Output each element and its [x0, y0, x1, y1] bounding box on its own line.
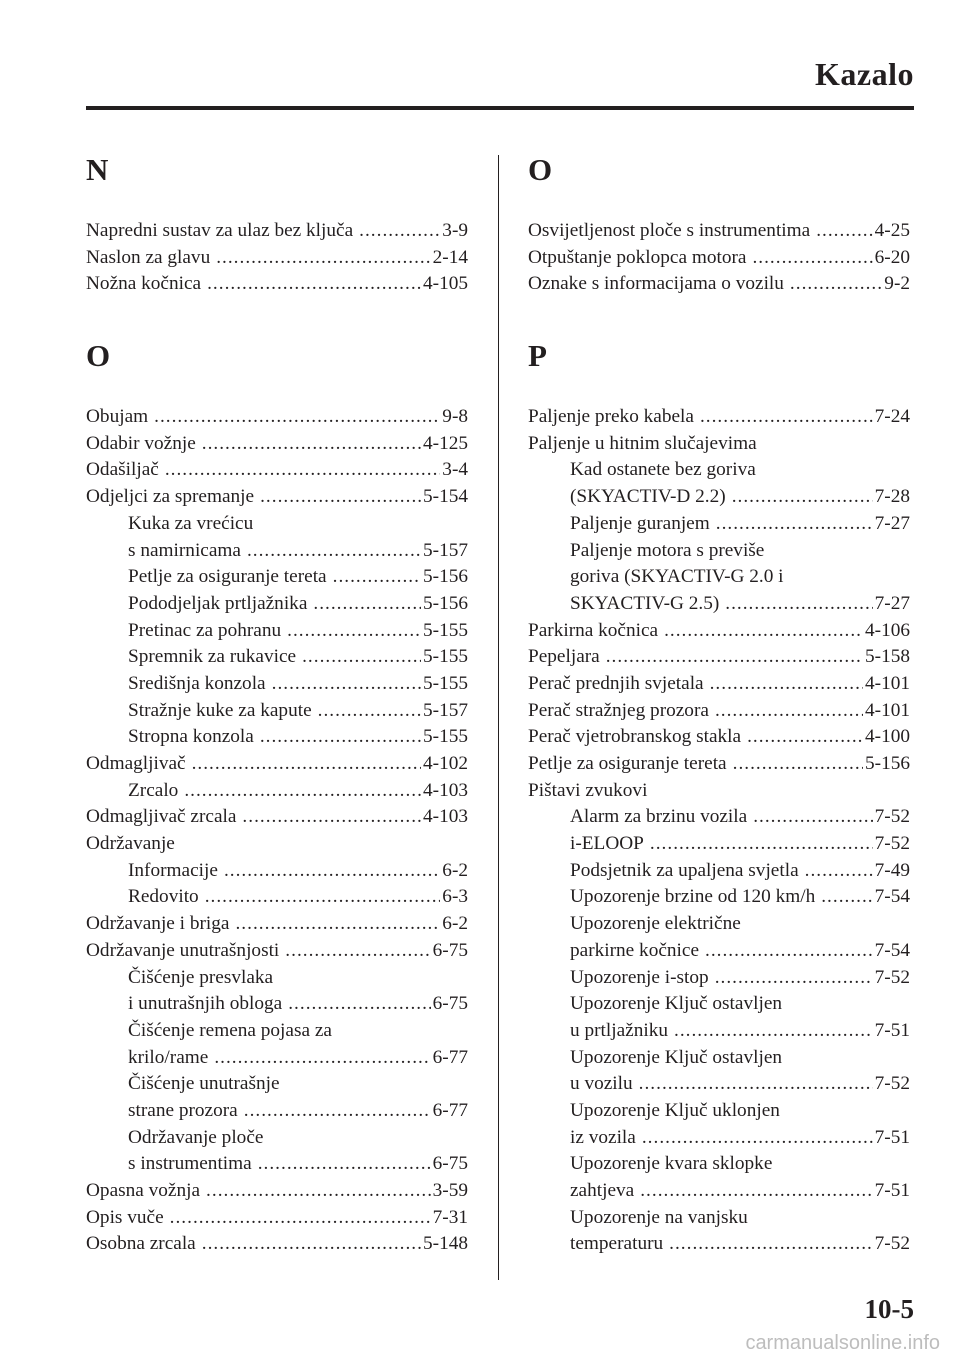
index-entry-page: 3-9 — [442, 220, 468, 241]
index-entry-term: Održavanje i briga — [86, 913, 230, 935]
index-entry-term: Odmagljivač zrcala — [86, 806, 237, 828]
dot-leader — [272, 671, 421, 698]
index-entry-page: 5-155 — [423, 619, 468, 641]
index-entry — [528, 1045, 910, 1072]
index-entry-page: 4-106 — [865, 619, 910, 641]
index-entry-term: Otpuštanje poklopca motora — [528, 246, 747, 268]
index-entry-term: Pištavi zvukovi — [528, 779, 648, 801]
index-entry-term: Napredni sustav za ulaz bez ključa — [86, 220, 354, 241]
index-entry-term: Osvijetljenost ploče s instrumentima — [528, 220, 811, 241]
index-entry-page: 7-27 — [874, 512, 910, 534]
index-entry-page: 4-103 — [423, 779, 468, 801]
header-rule — [86, 106, 914, 110]
index-entry — [528, 671, 910, 698]
index-entry — [86, 724, 468, 751]
index-entry — [86, 538, 468, 565]
index-entry-page: 6-77 — [432, 1046, 468, 1068]
index-entry — [86, 644, 468, 671]
index-entry-term: Zrcalo — [128, 779, 179, 801]
index-entry-term: Osobna zrcala — [86, 1233, 196, 1255]
index-entry — [528, 404, 910, 431]
index-entry — [86, 271, 468, 298]
dot-leader — [715, 698, 863, 725]
index-entry-term: parkirne kočnice — [570, 939, 700, 961]
index-entry — [528, 698, 910, 725]
index-entry — [86, 965, 468, 992]
dot-leader — [732, 484, 873, 511]
index-entry — [86, 751, 468, 778]
dot-leader — [715, 965, 873, 992]
index-entry — [528, 884, 910, 911]
index-entry-page: 7-51 — [874, 1019, 910, 1041]
index-entry — [528, 1205, 910, 1232]
letter-gap — [528, 190, 910, 218]
dot-leader — [216, 245, 430, 272]
index-entry-term: Upozorenje električne — [570, 913, 741, 935]
index-letter-heading: P — [528, 338, 547, 374]
index-entry-page: 7-51 — [874, 1126, 910, 1148]
dot-leader — [816, 218, 872, 245]
dot-leader — [359, 218, 440, 245]
index-entry — [528, 245, 910, 272]
index-entry-page: 9-8 — [442, 406, 468, 428]
index-entry-term: Stražnje kuke za kapute — [128, 699, 312, 721]
index-entry-term: Čišćenje presvlaka — [128, 966, 274, 988]
index-entry-term: Središnja konzola — [128, 672, 266, 694]
index-entry-term: SKYACTIV-G 2.5) — [570, 592, 720, 614]
index-entry-term: s instrumentima — [128, 1153, 252, 1175]
index-entry-page: 6-75 — [432, 1153, 468, 1175]
index-entry-page: 5-155 — [423, 726, 468, 748]
index-entry-term: Pretinac za pohranu — [128, 619, 282, 641]
index-column-right — [528, 150, 910, 1258]
index-entry-page: 6-2 — [442, 913, 468, 935]
index-entry-term: Upozorenje brzine od 120 km/h — [570, 886, 816, 908]
index-entry-term: Nožna kočnica — [86, 273, 202, 295]
index-entry — [528, 938, 910, 965]
index-entry-page: 6-75 — [432, 993, 468, 1015]
index-entry — [528, 511, 910, 538]
dot-leader — [154, 404, 440, 431]
index-entry-term: Alarm za brzinu vozila — [570, 806, 748, 828]
index-entry-page: 4-102 — [423, 753, 468, 774]
index-entry-term: goriva (SKYACTIV-G 2.0 i — [570, 566, 784, 588]
index-entry-term: Informacije — [128, 859, 218, 881]
index-entry-term: Održavanje — [86, 833, 175, 855]
dot-leader — [207, 271, 421, 298]
letter-gap — [86, 376, 468, 404]
dot-leader — [650, 831, 873, 858]
dot-leader — [202, 431, 421, 458]
index-entry — [528, 1231, 910, 1258]
index-entry-term: strane prozora — [128, 1099, 238, 1121]
dot-leader — [224, 858, 440, 885]
dot-leader — [247, 538, 421, 565]
dot-leader — [753, 804, 872, 831]
dot-leader — [184, 778, 421, 805]
index-entry-term: Naslon za glavu — [86, 246, 211, 268]
index-entry-term: Paljenje u hitnim slučajevima — [528, 432, 757, 454]
index-entry — [86, 564, 468, 591]
index-entry-page: 6-75 — [432, 939, 468, 961]
index-letter-heading: O — [86, 338, 111, 374]
index-entry-term: Upozorenje Ključ ostavljen — [570, 993, 783, 1015]
dot-leader — [716, 511, 873, 538]
index-entry-term: Paljenje guranjem — [570, 512, 710, 534]
index-entry-term: Kad ostanete bez goriva — [570, 459, 756, 481]
index-entry-term: Održavanje ploče — [128, 1126, 264, 1148]
index-entry-page: 5-156 — [423, 592, 468, 614]
page-number: 10-5 — [864, 1294, 914, 1324]
index-entry — [86, 858, 468, 885]
index-entry-page: 7-31 — [432, 1206, 468, 1228]
index-entry-term: u prtljažniku — [570, 1019, 668, 1041]
dot-leader — [258, 1151, 431, 1178]
dot-leader — [710, 671, 863, 698]
index-entry-page: 5-155 — [423, 672, 468, 694]
index-entry-page: 6-3 — [442, 886, 468, 908]
index-entry — [528, 564, 910, 591]
index-entry-term: Obujam — [86, 406, 149, 428]
index-entry-term: Čišćenje remena pojasa za — [128, 1019, 332, 1041]
index-entry-term: Podsjetnik za upaljena svjetla — [570, 859, 799, 881]
section-gap — [86, 298, 468, 336]
dot-leader — [640, 1178, 872, 1205]
index-entry-page: 7-52 — [874, 806, 910, 828]
index-entry-term: Odmagljivač — [86, 753, 186, 774]
index-entry-term: Petlje za osiguranje tereta — [128, 566, 327, 588]
dot-leader — [287, 618, 421, 645]
dot-leader — [214, 1045, 430, 1072]
index-entry-term: u vozilu — [570, 1073, 633, 1095]
index-entry-term: i unutrašnjih obloga — [128, 993, 283, 1015]
index-entry-page: 3-59 — [432, 1180, 468, 1201]
dot-leader — [192, 751, 421, 778]
index-entry-term: Spremnik za rukavice — [128, 646, 297, 668]
index-entry-term: Odjeljci za spremanje — [86, 486, 255, 508]
index-entry-page: 4-25 — [874, 220, 910, 241]
index-entry — [86, 1071, 468, 1098]
index-entry — [86, 1018, 468, 1045]
index-column-left — [86, 150, 468, 1258]
index-entry-page: 7-28 — [874, 486, 910, 508]
index-entry — [86, 804, 468, 831]
index-entry — [86, 218, 468, 245]
index-entry-page: 5-156 — [423, 566, 468, 588]
index-entry — [528, 965, 910, 992]
index-entry-term: Upozorenje i-stop — [570, 966, 709, 988]
dot-leader — [235, 911, 440, 938]
index-entry — [528, 831, 910, 858]
column-divider — [498, 155, 499, 1280]
index-entry — [528, 751, 910, 778]
index-entry-term: Upozorenje Ključ ostavljen — [570, 1046, 783, 1068]
index-entry — [86, 457, 468, 484]
index-entry-page: 6-2 — [442, 859, 468, 881]
index-entry — [528, 644, 910, 671]
index-entry — [86, 671, 468, 698]
index-entry-term: Stropna konzola — [128, 726, 254, 748]
index-entry-page: 5-157 — [423, 539, 468, 561]
index-entry-term: Petlje za osiguranje tereta — [528, 753, 727, 774]
index-entry-term: Odabir vožnje — [86, 432, 196, 454]
dot-leader — [260, 484, 421, 511]
index-entry-term: Parkirna kočnica — [528, 619, 659, 641]
index-entry-page: 6-20 — [874, 246, 910, 268]
dot-leader — [205, 884, 441, 911]
index-entry-term: Paljenje motora s previše — [570, 539, 765, 561]
index-entry — [86, 484, 468, 511]
index-entry — [528, 1178, 910, 1205]
dot-leader — [333, 564, 421, 591]
index-entry-page: 5-148 — [423, 1233, 468, 1255]
dot-leader — [805, 858, 873, 885]
index-entry-page: 4-101 — [865, 699, 910, 721]
dot-leader — [821, 884, 872, 911]
index-entry — [86, 1045, 468, 1072]
index-entry-term: Perač vjetrobranskog stakla — [528, 726, 742, 748]
dot-leader — [202, 1231, 421, 1258]
dot-leader — [242, 804, 421, 831]
index-entry-page: 5-156 — [865, 753, 910, 774]
index-entry-term: Perač stražnjeg prozora — [528, 699, 709, 721]
dot-leader — [288, 991, 430, 1018]
index-entry — [528, 618, 910, 645]
index-entry — [528, 457, 910, 484]
index-entry-term: Oznake s informacijama o vozilu — [528, 273, 784, 295]
index-entry — [528, 1018, 910, 1045]
dot-leader — [725, 591, 872, 618]
index-entry — [86, 1205, 468, 1232]
index-entry — [86, 404, 468, 431]
dot-leader — [747, 724, 863, 751]
index-entry — [528, 858, 910, 885]
index-entry — [528, 484, 910, 511]
index-entry-page: 4-125 — [423, 432, 468, 454]
dot-leader — [302, 644, 421, 671]
dot-leader — [642, 1125, 873, 1152]
watermark: carmanualsonline.info — [745, 1332, 940, 1354]
index-entry-term: Čišćenje unutrašnje — [128, 1073, 280, 1095]
dot-leader — [260, 724, 421, 751]
index-entry-term: Odašiljač — [86, 459, 159, 481]
index-entry — [528, 911, 910, 938]
dot-leader — [206, 1178, 431, 1205]
letter-gap — [86, 190, 468, 218]
index-entry — [86, 884, 468, 911]
index-entry — [528, 431, 910, 458]
index-entry — [86, 991, 468, 1018]
index-entry-page: 7-52 — [874, 1073, 910, 1095]
index-entry — [86, 591, 468, 618]
index-entry — [528, 778, 910, 805]
index-entry-page: 7-27 — [874, 592, 910, 614]
dot-leader — [790, 271, 882, 298]
index-entry-page: 5-155 — [423, 646, 468, 668]
index-entry-page: 4-100 — [865, 726, 910, 748]
index-entry-page: 7-52 — [874, 966, 910, 988]
dot-leader — [170, 1205, 431, 1232]
index-entry-page: 2-14 — [432, 246, 468, 268]
index-entry — [86, 1151, 468, 1178]
index-entry-page: 4-101 — [865, 672, 910, 694]
index-entry — [528, 1151, 910, 1178]
index-letter-heading: N — [86, 152, 109, 187]
index-entry-term: Redovito — [128, 886, 199, 908]
index-entry — [86, 831, 468, 858]
index-entry-term: Opasna vožnja — [86, 1180, 201, 1201]
index-entry-term: Upozorenje kvara sklopke — [570, 1153, 773, 1175]
index-entry-page: 5-154 — [423, 486, 468, 508]
letter-gap — [528, 376, 910, 404]
index-entry — [86, 938, 468, 965]
index-entry-term: zahtjeva — [570, 1180, 635, 1201]
dot-leader — [606, 644, 863, 671]
dot-leader — [318, 698, 421, 725]
index-entry — [528, 724, 910, 751]
index-entry-term: iz vozila — [570, 1126, 636, 1148]
index-entry — [528, 538, 910, 565]
index-entry — [86, 1125, 468, 1152]
index-entry-page: 3-4 — [442, 459, 468, 481]
index-entry-page: 5-158 — [865, 646, 910, 668]
index-entry-term: s namirnicama — [128, 539, 241, 561]
dot-leader — [700, 404, 873, 431]
dot-leader — [165, 457, 440, 484]
index-entry-page: 7-24 — [874, 406, 910, 428]
index-entry-page: 7-54 — [874, 939, 910, 961]
dot-leader — [664, 618, 863, 645]
index-entry — [86, 618, 468, 645]
index-entry — [86, 511, 468, 538]
index-entry — [528, 591, 910, 618]
index-entry — [86, 698, 468, 725]
index-entry-page: 4-105 — [423, 273, 468, 295]
dot-leader — [244, 1098, 431, 1125]
index-entry-term: (SKYACTIV-D 2.2) — [570, 486, 726, 508]
index-entry-term: Kuka za vrećicu — [128, 512, 254, 534]
index-entry-term: Perač prednjih svjetala — [528, 672, 704, 694]
index-entry — [528, 1098, 910, 1125]
dot-leader — [669, 1231, 873, 1258]
page-header-title: Kazalo — [815, 56, 914, 92]
index-entry — [86, 911, 468, 938]
index-entry-page: 7-52 — [874, 833, 910, 855]
index-entry — [528, 1125, 910, 1152]
index-entry — [86, 1231, 468, 1258]
dot-leader — [674, 1018, 873, 1045]
dot-leader — [705, 938, 873, 965]
index-entry — [86, 1098, 468, 1125]
index-entry-page: 6-77 — [432, 1099, 468, 1121]
dot-leader — [752, 245, 872, 272]
index-entry-term: Pepeljara — [528, 646, 600, 668]
index-entry-term: Upozorenje na vanjsku — [570, 1206, 748, 1228]
index-entry — [528, 218, 910, 245]
index-entry-page: 4-103 — [423, 806, 468, 828]
index-entry-term: temperaturu — [570, 1233, 664, 1255]
index-entry-page: 5-157 — [423, 699, 468, 721]
index-entry — [528, 804, 910, 831]
index-entry-term: Održavanje unutrašnjosti — [86, 939, 280, 961]
dot-leader — [733, 751, 863, 778]
index-entry — [86, 431, 468, 458]
index-entry — [528, 991, 910, 1018]
index-entry — [86, 245, 468, 272]
index-entry-term: Paljenje preko kabela — [528, 406, 694, 428]
index-entry-page: 7-54 — [874, 886, 910, 908]
index-entry-term: Opis vuče — [86, 1206, 164, 1228]
dot-leader — [313, 591, 421, 618]
index-entry-term: Pododjeljak prtljažnika — [128, 592, 308, 614]
index-entry — [528, 1071, 910, 1098]
index-entry-page: 7-52 — [874, 1233, 910, 1255]
section-gap — [528, 298, 910, 336]
index-entry — [528, 271, 910, 298]
index-entry-page: 7-49 — [874, 859, 910, 881]
dot-leader — [639, 1071, 873, 1098]
index-entry-page: 9-2 — [884, 273, 910, 295]
index-letter-heading: O — [528, 152, 553, 187]
index-entry-term: i-ELOOP — [570, 833, 644, 855]
index-entry-term: krilo/rame — [128, 1046, 209, 1068]
index-entry-page: 7-51 — [874, 1180, 910, 1201]
index-entry-term: Upozorenje Ključ uklonjen — [570, 1099, 780, 1121]
dot-leader — [285, 938, 430, 965]
index-entry — [86, 1178, 468, 1205]
index-entry — [86, 778, 468, 805]
